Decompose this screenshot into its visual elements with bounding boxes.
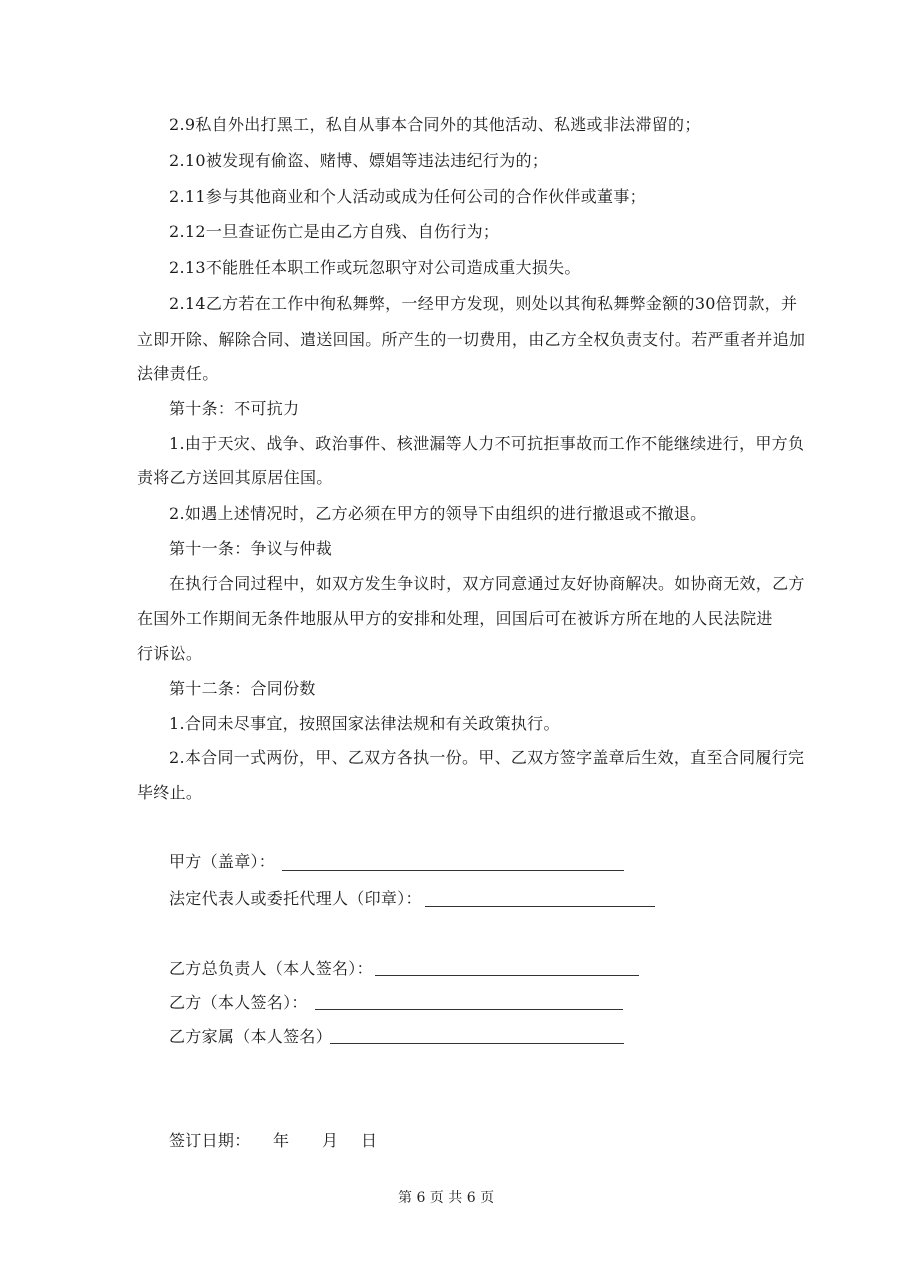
article-11-line-3: 行诉讼。: [137, 644, 203, 663]
article-10-1-line-1: 1.由于天灾、战争、政治事件、核泄漏等人力不可抗拒事故而工作不能继续进行，甲方负: [169, 434, 805, 453]
article-12-title: 第十二条：合同份数: [169, 679, 316, 698]
article-10-title: 第十条：不可抗力: [169, 399, 300, 418]
signing-date-day: 日: [361, 1131, 378, 1150]
article-12-2-line-1: 2.本合同一式两份，甲、乙双方各执一份。甲、乙双方签字盖章后生效，直至合同履行完: [169, 748, 805, 767]
signing-date-month: 月: [322, 1131, 339, 1150]
article-12-1: 1.合同未尽事宜，按照国家法律法规和有关政策执行。: [169, 714, 560, 733]
signing-date-label: 签订日期：: [169, 1131, 251, 1150]
party-b-sign-label: 乙方（本人签名）：: [169, 993, 308, 1012]
page-number-footer: 第 6 页 共 6 页: [398, 1190, 495, 1206]
party-b-head-sign-line: [375, 975, 639, 976]
clause-2-13: 2.13不能胜任本职工作或玩忽职守对公司造成重大损失。: [169, 258, 581, 277]
party-b-family-sign-line: [330, 1043, 624, 1044]
party-b-sign-line: [315, 1009, 623, 1010]
article-10-1-line-2: 责将乙方送回其原居住国。: [137, 468, 333, 487]
article-12-2-line-2: 毕终止。: [137, 783, 203, 802]
clause-2-10: 2.10被发现有偷盗、赌博、嫖娼等违法违纪行为的；: [169, 151, 549, 170]
article-11-title: 第十一条：争议与仲裁: [169, 539, 333, 558]
legal-rep-seal-line: [425, 906, 655, 907]
article-10-2: 2.如遇上述情况时，乙方必须在甲方的领导下由组织的进行撤退或不撤退。: [169, 504, 707, 523]
party-b-head-sign-label: 乙方总负责人（本人签名）：: [169, 959, 373, 978]
legal-rep-seal-label: 法定代表人或委托代理人（印章）：: [169, 889, 422, 908]
party-a-seal-label: 甲方（盖章）：: [169, 852, 276, 871]
clause-2-14-line-2: 立即开除、解除合同、遣送回国。所产生的一切费用，由乙方全权负责支付。若严重者并追加: [137, 330, 806, 349]
clause-2-14-line-3: 法律责任。: [137, 364, 219, 383]
article-11-line-1: 在执行合同过程中，如双方发生争议时，双方同意通过友好协商解决。如协商无效，乙方: [169, 574, 805, 593]
clause-2-14-line-1: 2.14乙方若在工作中徇私舞弊，一经甲方发现，则处以其徇私舞弊金额的30倍罚款，并: [169, 294, 798, 313]
party-a-seal-line: [282, 870, 624, 871]
clause-2-12: 2.12一旦查证伤亡是由乙方自残、自伤行为；: [169, 222, 500, 241]
article-11-line-2: 在国外工作期间无条件地服从甲方的安排和处理，回国后可在被诉方所在地的人民法院进: [137, 609, 773, 628]
clause-2-11: 2.11参与其他商业和个人活动或成为任何公司的合作伙伴或董事；: [169, 187, 646, 206]
clause-2-9: 2.9私自外出打黑工，私自从事本合同外的其他活动、私逃或非法滞留的；: [169, 115, 701, 134]
signing-date-year: 年: [273, 1131, 290, 1150]
party-b-family-sign-label: 乙方家属（本人签名）: [169, 1027, 333, 1046]
